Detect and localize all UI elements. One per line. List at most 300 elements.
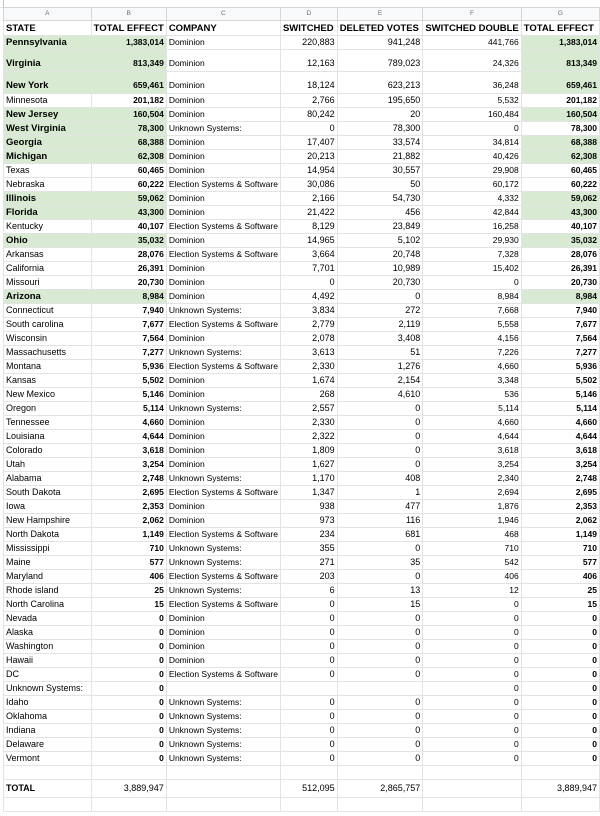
cell-deleted-votes[interactable]: 10,989	[337, 262, 423, 276]
cell-switched[interactable]: 0	[280, 612, 337, 626]
cell-switched[interactable]: 2,766	[280, 94, 337, 108]
cell-state[interactable]: Unknown Systems:	[4, 682, 92, 696]
cell-company[interactable]: Unknown Systems:	[166, 584, 280, 598]
cell-switched-double[interactable]: 4,156	[423, 332, 521, 346]
cell-total-effect[interactable]: 7,677	[91, 318, 166, 332]
cell-state[interactable]: Kentucky	[4, 220, 92, 234]
cell-switched[interactable]: 234	[280, 528, 337, 542]
cell-company[interactable]: Dominion	[166, 262, 280, 276]
cell-state[interactable]: South carolina	[4, 318, 92, 332]
cell-deleted-votes[interactable]: 789,023	[337, 50, 423, 72]
cell-state[interactable]: Massachusetts	[4, 346, 92, 360]
cell-switched-double[interactable]: 16,258	[423, 220, 521, 234]
cell-deleted-votes[interactable]: 50	[337, 178, 423, 192]
cell-switched-double[interactable]: 3,348	[423, 374, 521, 388]
cell-state[interactable]: Utah	[4, 458, 92, 472]
cell-switched[interactable]: 8,129	[280, 220, 337, 234]
cell-switched-double[interactable]: 5,532	[423, 94, 521, 108]
cell-state[interactable]: DC	[4, 668, 92, 682]
cell-switched[interactable]: 2,779	[280, 318, 337, 332]
cell-total-effect-2[interactable]: 5,114	[521, 402, 599, 416]
cell-total-effect[interactable]: 43,300	[91, 206, 166, 220]
empty-cell[interactable]	[280, 766, 337, 780]
cell-total-effect[interactable]: 3,618	[91, 444, 166, 458]
cell-total-effect-2[interactable]: 3,254	[521, 458, 599, 472]
cell-switched-double[interactable]: 29,908	[423, 164, 521, 178]
cell-company[interactable]: Election Systems & Software	[166, 178, 280, 192]
cell-switched[interactable]: 203	[280, 570, 337, 584]
cell-company[interactable]: Dominion	[166, 458, 280, 472]
cell-total-effect[interactable]: 60,465	[91, 164, 166, 178]
cell-switched[interactable]: 220,883	[280, 36, 337, 50]
cell-deleted-votes[interactable]: 0	[337, 710, 423, 724]
cell-total-effect-2[interactable]: 60,222	[521, 178, 599, 192]
cell-switched-double[interactable]: 36,248	[423, 72, 521, 94]
header-state[interactable]: STATE	[4, 21, 92, 36]
cell-company[interactable]	[166, 682, 280, 696]
cell-state[interactable]: Missouri	[4, 276, 92, 290]
cell-deleted-votes[interactable]: 0	[337, 458, 423, 472]
header-deleted-votes[interactable]: DELETED VOTES	[337, 21, 423, 36]
cell-total-effect[interactable]: 28,076	[91, 248, 166, 262]
cell-company[interactable]: Election Systems & Software	[166, 598, 280, 612]
cell-switched[interactable]: 20,213	[280, 150, 337, 164]
cell-switched-double[interactable]: 1,946	[423, 514, 521, 528]
cell-total-effect-2[interactable]: 5,936	[521, 360, 599, 374]
cell-state[interactable]: Maryland	[4, 570, 92, 584]
cell-switched-double[interactable]: 40,426	[423, 150, 521, 164]
cell-switched-double[interactable]: 441,766	[423, 36, 521, 50]
cell-company[interactable]: Unknown Systems:	[166, 724, 280, 738]
column-header-b[interactable]: B	[91, 8, 166, 21]
cell-switched[interactable]: 0	[280, 738, 337, 752]
cell-company[interactable]: Dominion	[166, 192, 280, 206]
cell-total-effect[interactable]: 60,222	[91, 178, 166, 192]
cell-total-effect-2[interactable]: 1,149	[521, 528, 599, 542]
cell-company[interactable]: Dominion	[166, 164, 280, 178]
cell-total-effect[interactable]: 0	[91, 724, 166, 738]
column-header-f[interactable]: F	[423, 8, 521, 21]
cell-total-effect[interactable]: 7,277	[91, 346, 166, 360]
cell-state[interactable]: New Jersey	[4, 108, 92, 122]
cell-total-effect-2[interactable]: 577	[521, 556, 599, 570]
cell-total-effect-2[interactable]: 60,465	[521, 164, 599, 178]
cell-total-effect[interactable]: 0	[91, 738, 166, 752]
cell-deleted-votes[interactable]: 0	[337, 430, 423, 444]
cell-switched-double[interactable]: 4,660	[423, 360, 521, 374]
cell-state[interactable]: Connecticut	[4, 304, 92, 318]
cell-switched-double[interactable]: 2,340	[423, 472, 521, 486]
cell-total-effect[interactable]: 5,146	[91, 388, 166, 402]
cell-state[interactable]: Idaho	[4, 696, 92, 710]
cell-switched-double[interactable]: 0	[423, 738, 521, 752]
cell-company[interactable]: Election Systems & Software	[166, 220, 280, 234]
cell-switched[interactable]: 0	[280, 696, 337, 710]
cell-deleted-votes[interactable]: 0	[337, 640, 423, 654]
cell-state[interactable]: California	[4, 262, 92, 276]
cell-company[interactable]: Unknown Systems:	[166, 542, 280, 556]
cell-total-effect-2[interactable]: 813,349	[521, 50, 599, 72]
empty-cell[interactable]	[337, 798, 423, 812]
cell-total-effect[interactable]: 8,984	[91, 290, 166, 304]
cell-switched[interactable]: 18,124	[280, 72, 337, 94]
cell-state[interactable]: Washington	[4, 640, 92, 654]
cell-switched-double[interactable]: 0	[423, 276, 521, 290]
cell-total-effect-2[interactable]: 2,353	[521, 500, 599, 514]
empty-cell[interactable]	[4, 798, 92, 812]
cell-state[interactable]: Rhode island	[4, 584, 92, 598]
cell-switched-double[interactable]: 0	[423, 598, 521, 612]
cell-total-effect[interactable]: 20,730	[91, 276, 166, 290]
cell-total-effect-2[interactable]: 0	[521, 640, 599, 654]
cell-switched-double[interactable]: 60,172	[423, 178, 521, 192]
cell-total-effect[interactable]: 659,461	[91, 72, 166, 94]
cell-deleted-votes[interactable]: 0	[337, 570, 423, 584]
cell-total-effect-2[interactable]: 1,383,014	[521, 36, 599, 50]
cell-total-effect[interactable]: 0	[91, 682, 166, 696]
deleted-votes-sum[interactable]: 2,865,757	[337, 780, 423, 798]
cell-total-effect-2[interactable]: 7,564	[521, 332, 599, 346]
cell-company[interactable]: Dominion	[166, 332, 280, 346]
cell-total-effect[interactable]: 4,644	[91, 430, 166, 444]
cell-switched[interactable]: 2,330	[280, 360, 337, 374]
cell-state[interactable]: Nebraska	[4, 178, 92, 192]
cell-state[interactable]: North Dakota	[4, 528, 92, 542]
cell-switched-double[interactable]: 7,226	[423, 346, 521, 360]
empty-cell[interactable]	[423, 766, 521, 780]
cell-total-effect[interactable]: 0	[91, 612, 166, 626]
cell-switched-double[interactable]: 0	[423, 612, 521, 626]
cell-company[interactable]: Dominion	[166, 290, 280, 304]
cell-state[interactable]: Colorado	[4, 444, 92, 458]
cell-company[interactable]: Dominion	[166, 108, 280, 122]
cell-company[interactable]: Unknown Systems:	[166, 696, 280, 710]
cell-switched[interactable]: 4,492	[280, 290, 337, 304]
cell-company[interactable]: Unknown Systems:	[166, 556, 280, 570]
cell-state[interactable]: Virginia	[4, 50, 92, 72]
column-header-g[interactable]: G	[521, 8, 599, 21]
empty-cell[interactable]	[4, 766, 92, 780]
cell-company[interactable]: Dominion	[166, 206, 280, 220]
cell-switched-double[interactable]: 0	[423, 724, 521, 738]
cell-company[interactable]: Dominion	[166, 36, 280, 50]
cell-total-effect-2[interactable]: 7,677	[521, 318, 599, 332]
cell-switched[interactable]: 0	[280, 724, 337, 738]
cell-total-effect[interactable]: 0	[91, 640, 166, 654]
cell-switched-double[interactable]: 8,984	[423, 290, 521, 304]
cell-state[interactable]: New York	[4, 72, 92, 94]
cell-company[interactable]: Unknown Systems:	[166, 752, 280, 766]
empty-cell[interactable]	[91, 766, 166, 780]
cell-company[interactable]: Dominion	[166, 150, 280, 164]
cell-company[interactable]: Election Systems & Software	[166, 668, 280, 682]
cell-switched-double[interactable]: 7,668	[423, 304, 521, 318]
total-label[interactable]: TOTAL	[4, 780, 92, 798]
cell-total-effect[interactable]: 25	[91, 584, 166, 598]
cell-state[interactable]: Indiana	[4, 724, 92, 738]
cell-company[interactable]: Dominion	[166, 416, 280, 430]
cell-company[interactable]: Unknown Systems:	[166, 738, 280, 752]
cell-total-effect-2[interactable]: 0	[521, 724, 599, 738]
cell-company[interactable]: Dominion	[166, 50, 280, 72]
cell-state[interactable]: Delaware	[4, 738, 92, 752]
total-effect-sum[interactable]: 3,889,947	[91, 780, 166, 798]
column-header-c[interactable]: C	[166, 8, 280, 21]
cell-deleted-votes[interactable]: 195,650	[337, 94, 423, 108]
cell-total-effect-2[interactable]: 4,660	[521, 416, 599, 430]
cell-switched[interactable]: 6	[280, 584, 337, 598]
empty-cell[interactable]	[166, 780, 280, 798]
cell-company[interactable]: Election Systems & Software	[166, 570, 280, 584]
cell-deleted-votes[interactable]: 5,102	[337, 234, 423, 248]
cell-company[interactable]: Dominion	[166, 136, 280, 150]
cell-company[interactable]: Election Systems & Software	[166, 248, 280, 262]
cell-company[interactable]: Dominion	[166, 94, 280, 108]
cell-switched[interactable]: 1,347	[280, 486, 337, 500]
cell-switched-double[interactable]: 29,930	[423, 234, 521, 248]
cell-company[interactable]: Dominion	[166, 72, 280, 94]
cell-switched-double[interactable]: 0	[423, 668, 521, 682]
cell-switched[interactable]: 14,965	[280, 234, 337, 248]
cell-switched[interactable]: 268	[280, 388, 337, 402]
cell-deleted-votes[interactable]: 1,276	[337, 360, 423, 374]
cell-switched[interactable]: 0	[280, 752, 337, 766]
empty-cell[interactable]	[423, 798, 521, 812]
cell-switched-double[interactable]: 15,402	[423, 262, 521, 276]
cell-state[interactable]: Alabama	[4, 472, 92, 486]
cell-switched[interactable]: 0	[280, 654, 337, 668]
cell-total-effect-2[interactable]: 26,391	[521, 262, 599, 276]
cell-total-effect[interactable]: 35,032	[91, 234, 166, 248]
cell-deleted-votes[interactable]: 1	[337, 486, 423, 500]
cell-state[interactable]: Michigan	[4, 150, 92, 164]
cell-total-effect[interactable]: 577	[91, 556, 166, 570]
cell-company[interactable]: Dominion	[166, 514, 280, 528]
cell-deleted-votes[interactable]: 0	[337, 444, 423, 458]
cell-total-effect[interactable]: 1,149	[91, 528, 166, 542]
cell-total-effect[interactable]: 0	[91, 626, 166, 640]
cell-total-effect-2[interactable]: 2,062	[521, 514, 599, 528]
column-header-e[interactable]: E	[337, 8, 423, 21]
cell-switched[interactable]: 2,078	[280, 332, 337, 346]
cell-deleted-votes[interactable]: 78,300	[337, 122, 423, 136]
cell-state[interactable]: Oklahoma	[4, 710, 92, 724]
cell-switched[interactable]: 21,422	[280, 206, 337, 220]
cell-switched[interactable]: 2,166	[280, 192, 337, 206]
empty-cell[interactable]	[280, 798, 337, 812]
cell-deleted-votes[interactable]: 30,557	[337, 164, 423, 178]
cell-deleted-votes[interactable]: 35	[337, 556, 423, 570]
column-header-a[interactable]: A	[4, 8, 92, 21]
cell-total-effect[interactable]: 2,748	[91, 472, 166, 486]
cell-deleted-votes[interactable]: 0	[337, 696, 423, 710]
cell-deleted-votes[interactable]: 0	[337, 612, 423, 626]
cell-total-effect-2[interactable]: 8,984	[521, 290, 599, 304]
cell-switched[interactable]: 1,170	[280, 472, 337, 486]
cell-total-effect[interactable]: 0	[91, 668, 166, 682]
cell-total-effect-2[interactable]: 0	[521, 682, 599, 696]
header-company[interactable]: COMPANY	[166, 21, 280, 36]
column-header-d[interactable]: D	[280, 8, 337, 21]
cell-switched-double[interactable]: 3,618	[423, 444, 521, 458]
cell-total-effect[interactable]: 3,254	[91, 458, 166, 472]
cell-switched[interactable]: 17,407	[280, 136, 337, 150]
cell-total-effect[interactable]: 40,107	[91, 220, 166, 234]
cell-company[interactable]: Dominion	[166, 234, 280, 248]
cell-deleted-votes[interactable]: 3,408	[337, 332, 423, 346]
cell-state[interactable]: Montana	[4, 360, 92, 374]
cell-total-effect[interactable]: 5,936	[91, 360, 166, 374]
cell-state[interactable]: Ohio	[4, 234, 92, 248]
cell-deleted-votes[interactable]: 941,248	[337, 36, 423, 50]
cell-switched[interactable]: 355	[280, 542, 337, 556]
cell-switched-double[interactable]: 3,254	[423, 458, 521, 472]
cell-switched[interactable]: 7,701	[280, 262, 337, 276]
cell-total-effect[interactable]: 0	[91, 710, 166, 724]
cell-total-effect[interactable]: 0	[91, 654, 166, 668]
cell-switched-double[interactable]: 0	[423, 682, 521, 696]
cell-switched-double[interactable]: 0	[423, 710, 521, 724]
cell-deleted-votes[interactable]: 51	[337, 346, 423, 360]
cell-total-effect[interactable]: 4,660	[91, 416, 166, 430]
cell-total-effect[interactable]: 2,353	[91, 500, 166, 514]
cell-state[interactable]: West Virginia	[4, 122, 92, 136]
header-total-effect[interactable]: TOTAL EFFECT	[91, 21, 166, 36]
cell-switched[interactable]: 1,627	[280, 458, 337, 472]
cell-switched-double[interactable]: 406	[423, 570, 521, 584]
cell-deleted-votes[interactable]	[337, 682, 423, 696]
cell-switched-double[interactable]: 0	[423, 626, 521, 640]
cell-deleted-votes[interactable]: 116	[337, 514, 423, 528]
cell-switched-double[interactable]: 4,660	[423, 416, 521, 430]
switched-sum[interactable]: 512,095	[280, 780, 337, 798]
cell-total-effect-2[interactable]: 59,062	[521, 192, 599, 206]
cell-switched[interactable]: 0	[280, 276, 337, 290]
cell-total-effect[interactable]: 2,695	[91, 486, 166, 500]
cell-company[interactable]: Unknown Systems:	[166, 402, 280, 416]
cell-state[interactable]: North Carolina	[4, 598, 92, 612]
cell-company[interactable]: Unknown Systems:	[166, 710, 280, 724]
cell-total-effect-2[interactable]: 3,618	[521, 444, 599, 458]
cell-state[interactable]: Iowa	[4, 500, 92, 514]
cell-total-effect-2[interactable]: 0	[521, 668, 599, 682]
cell-total-effect-2[interactable]: 25	[521, 584, 599, 598]
cell-switched-double[interactable]: 34,814	[423, 136, 521, 150]
cell-switched-double[interactable]: 0	[423, 122, 521, 136]
cell-total-effect[interactable]: 26,391	[91, 262, 166, 276]
header-total-effect-2[interactable]: TOTAL EFFECT	[521, 21, 599, 36]
cell-deleted-votes[interactable]: 0	[337, 752, 423, 766]
cell-deleted-votes[interactable]: 23,849	[337, 220, 423, 234]
cell-total-effect-2[interactable]: 710	[521, 542, 599, 556]
empty-cell[interactable]	[521, 798, 599, 812]
cell-total-effect[interactable]: 0	[91, 696, 166, 710]
cell-total-effect[interactable]: 710	[91, 542, 166, 556]
cell-total-effect-2[interactable]: 7,277	[521, 346, 599, 360]
cell-total-effect-2[interactable]: 0	[521, 738, 599, 752]
cell-deleted-votes[interactable]: 477	[337, 500, 423, 514]
cell-total-effect[interactable]: 2,062	[91, 514, 166, 528]
cell-switched[interactable]: 2,330	[280, 416, 337, 430]
cell-total-effect-2[interactable]: 7,940	[521, 304, 599, 318]
cell-state[interactable]: Texas	[4, 164, 92, 178]
cell-deleted-votes[interactable]: 4,610	[337, 388, 423, 402]
cell-company[interactable]: Dominion	[166, 430, 280, 444]
cell-switched-double[interactable]: 7,328	[423, 248, 521, 262]
cell-switched-double[interactable]: 160,484	[423, 108, 521, 122]
cell-company[interactable]: Dominion	[166, 374, 280, 388]
cell-total-effect[interactable]: 15	[91, 598, 166, 612]
cell-switched[interactable]: 80,242	[280, 108, 337, 122]
cell-deleted-votes[interactable]: 15	[337, 598, 423, 612]
cell-switched-double[interactable]: 24,326	[423, 50, 521, 72]
cell-total-effect-2[interactable]: 160,504	[521, 108, 599, 122]
cell-state[interactable]: New Hampshire	[4, 514, 92, 528]
cell-switched[interactable]: 3,834	[280, 304, 337, 318]
cell-deleted-votes[interactable]: 681	[337, 528, 423, 542]
cell-total-effect-2[interactable]: 35,032	[521, 234, 599, 248]
cell-total-effect-2[interactable]: 201,182	[521, 94, 599, 108]
cell-deleted-votes[interactable]: 20	[337, 108, 423, 122]
header-switched[interactable]: SWITCHED	[280, 21, 337, 36]
cell-state[interactable]: Mississippi	[4, 542, 92, 556]
cell-company[interactable]: Election Systems & Software	[166, 318, 280, 332]
cell-state[interactable]: Georgia	[4, 136, 92, 150]
cell-switched[interactable]: 0	[280, 640, 337, 654]
cell-switched-double[interactable]: 468	[423, 528, 521, 542]
cell-deleted-votes[interactable]: 21,882	[337, 150, 423, 164]
cell-company[interactable]: Election Systems & Software	[166, 528, 280, 542]
cell-deleted-votes[interactable]: 0	[337, 724, 423, 738]
cell-total-effect[interactable]: 406	[91, 570, 166, 584]
cell-total-effect[interactable]: 59,062	[91, 192, 166, 206]
cell-switched[interactable]: 938	[280, 500, 337, 514]
cell-state[interactable]: Vermont	[4, 752, 92, 766]
cell-total-effect[interactable]: 68,388	[91, 136, 166, 150]
cell-state[interactable]: Arkansas	[4, 248, 92, 262]
cell-deleted-votes[interactable]: 2,119	[337, 318, 423, 332]
cell-deleted-votes[interactable]: 0	[337, 416, 423, 430]
cell-switched[interactable]: 2,557	[280, 402, 337, 416]
cell-total-effect[interactable]: 7,564	[91, 332, 166, 346]
cell-company[interactable]: Unknown Systems:	[166, 122, 280, 136]
cell-switched[interactable]: 3,664	[280, 248, 337, 262]
cell-switched-double[interactable]: 536	[423, 388, 521, 402]
cell-deleted-votes[interactable]: 456	[337, 206, 423, 220]
cell-deleted-votes[interactable]: 0	[337, 402, 423, 416]
cell-switched-double[interactable]: 12	[423, 584, 521, 598]
empty-cell[interactable]	[337, 766, 423, 780]
cell-company[interactable]: Dominion	[166, 276, 280, 290]
cell-total-effect[interactable]: 160,504	[91, 108, 166, 122]
cell-total-effect[interactable]: 78,300	[91, 122, 166, 136]
cell-switched[interactable]: 0	[280, 122, 337, 136]
cell-switched[interactable]: 1,809	[280, 444, 337, 458]
cell-switched[interactable]: 973	[280, 514, 337, 528]
cell-switched[interactable]	[280, 682, 337, 696]
cell-switched[interactable]: 0	[280, 710, 337, 724]
cell-total-effect-2[interactable]: 0	[521, 612, 599, 626]
cell-company[interactable]: Dominion	[166, 388, 280, 402]
cell-total-effect[interactable]: 1,383,014	[91, 36, 166, 50]
cell-switched-double[interactable]: 542	[423, 556, 521, 570]
cell-total-effect-2[interactable]: 20,730	[521, 276, 599, 290]
cell-total-effect[interactable]: 201,182	[91, 94, 166, 108]
cell-total-effect-2[interactable]: 0	[521, 654, 599, 668]
cell-state[interactable]: South Dakota	[4, 486, 92, 500]
cell-switched[interactable]: 271	[280, 556, 337, 570]
cell-state[interactable]: Nevada	[4, 612, 92, 626]
